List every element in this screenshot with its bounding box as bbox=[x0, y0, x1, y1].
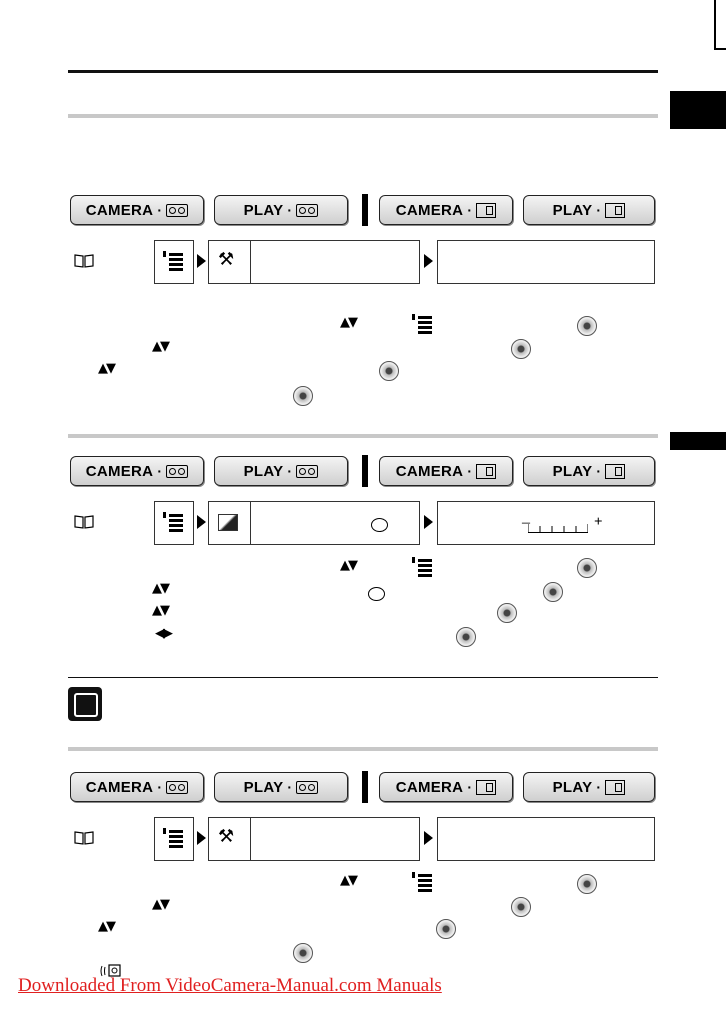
up-down-glyph: ▲▼ bbox=[152, 897, 168, 912]
up-down-glyph: ▲▼ bbox=[98, 361, 114, 376]
play-card-mode-button: PLAY · bbox=[523, 772, 655, 802]
brightness-scale bbox=[528, 522, 588, 533]
book-icon bbox=[74, 515, 94, 529]
arrow-icon bbox=[424, 254, 433, 268]
menu-icon bbox=[163, 251, 185, 271]
joystick-icon bbox=[293, 386, 313, 406]
mode-separator bbox=[362, 771, 368, 803]
menu-path bbox=[74, 240, 654, 284]
up-down-glyph: ▲▼ bbox=[98, 919, 114, 934]
up-down-glyph: ▲▼ bbox=[152, 339, 168, 354]
arrow-icon bbox=[197, 254, 206, 268]
tape-icon bbox=[166, 781, 188, 794]
left-right-glyph: ◀▶ bbox=[155, 626, 171, 641]
joystick-icon bbox=[577, 558, 597, 578]
section-tab bbox=[670, 432, 726, 450]
up-down-glyph: ▲▼ bbox=[152, 603, 168, 618]
arrow-icon bbox=[424, 831, 433, 845]
chapter-tab bbox=[670, 91, 726, 129]
mode-separator bbox=[362, 455, 368, 487]
crop-mark bbox=[714, 0, 716, 48]
header-rule bbox=[68, 70, 658, 73]
mode-separator bbox=[362, 194, 368, 226]
note-icon bbox=[68, 687, 102, 721]
menu-icon bbox=[163, 828, 185, 848]
brightness-icon bbox=[218, 514, 238, 531]
book-icon bbox=[74, 831, 94, 845]
submenu-icon-box bbox=[208, 240, 251, 284]
memory-card-icon bbox=[605, 780, 625, 795]
speech-bubble-icon bbox=[371, 518, 388, 532]
joystick-icon bbox=[577, 874, 597, 894]
joystick-icon bbox=[511, 339, 531, 359]
menu-path bbox=[74, 817, 654, 861]
up-down-glyph: ▲▼ bbox=[340, 873, 356, 888]
joystick-icon bbox=[293, 943, 313, 963]
note-rule bbox=[68, 677, 658, 678]
up-down-glyph: ▲▼ bbox=[152, 581, 168, 596]
setting-box bbox=[437, 501, 655, 545]
tape-icon bbox=[166, 204, 188, 217]
submenu-label-box bbox=[250, 501, 420, 545]
submenu-icon-box bbox=[208, 501, 251, 545]
camera-card-mode-button: CAMERA · bbox=[379, 195, 513, 225]
memory-card-icon bbox=[476, 464, 496, 479]
arrow-icon bbox=[424, 515, 433, 529]
setting-box bbox=[437, 240, 655, 284]
menu-icon bbox=[163, 512, 185, 532]
joystick-icon bbox=[497, 603, 517, 623]
submenu-icon-box bbox=[208, 817, 251, 861]
mode-bar bbox=[70, 772, 655, 802]
up-down-glyph: ▲▼ bbox=[340, 558, 356, 573]
play-tape-mode-button: PLAY · bbox=[214, 456, 348, 486]
scale-minus: – bbox=[522, 514, 530, 531]
tools-icon: ⚒ bbox=[218, 249, 235, 270]
memory-card-icon bbox=[476, 203, 496, 218]
memory-card-icon bbox=[605, 203, 625, 218]
submenu-label-box bbox=[250, 817, 420, 861]
camera-tape-mode-button: CAMERA · bbox=[70, 456, 204, 486]
setting-box bbox=[437, 817, 655, 861]
memory-card-icon bbox=[605, 464, 625, 479]
joystick-icon bbox=[379, 361, 399, 381]
joystick-icon bbox=[436, 919, 456, 939]
mode-bar bbox=[70, 195, 655, 225]
footer-download-link[interactable]: Downloaded From VideoCamera-Manual.com Manuals bbox=[18, 975, 442, 996]
camera-card-mode-button: CAMERA · bbox=[379, 456, 513, 486]
tape-icon bbox=[296, 465, 318, 478]
menu-icon-box bbox=[154, 501, 194, 545]
tape-icon bbox=[296, 781, 318, 794]
camera-tape-mode-button: CAMERA · bbox=[70, 195, 204, 225]
joystick-icon bbox=[543, 582, 563, 602]
menu-path bbox=[74, 501, 654, 545]
memory-card-icon bbox=[476, 780, 496, 795]
joystick-icon bbox=[511, 897, 531, 917]
play-card-mode-button: PLAY · bbox=[523, 195, 655, 225]
speech-bubble-icon bbox=[368, 587, 385, 601]
tape-icon bbox=[166, 465, 188, 478]
section-divider bbox=[68, 114, 658, 118]
menu-icon bbox=[412, 872, 434, 892]
book-icon bbox=[74, 254, 94, 268]
section-divider bbox=[68, 747, 658, 751]
menu-icon bbox=[412, 314, 434, 334]
play-card-mode-button: PLAY · bbox=[523, 456, 655, 486]
menu-icon-box bbox=[154, 817, 194, 861]
arrow-icon bbox=[197, 515, 206, 529]
tape-icon bbox=[296, 204, 318, 217]
submenu-label-box bbox=[250, 240, 420, 284]
joystick-icon bbox=[577, 316, 597, 336]
menu-icon-box bbox=[154, 240, 194, 284]
crop-mark bbox=[714, 48, 726, 50]
play-tape-mode-button: PLAY · bbox=[214, 195, 348, 225]
tools-icon: ⚒ bbox=[218, 826, 235, 847]
instruction-glyphs: ▲▼ bbox=[340, 315, 356, 330]
scale-plus: + bbox=[594, 514, 603, 530]
menu-icon bbox=[412, 557, 434, 577]
section-divider bbox=[68, 434, 658, 438]
arrow-icon bbox=[197, 831, 206, 845]
camera-card-mode-button: CAMERA · bbox=[379, 772, 513, 802]
mode-bar bbox=[70, 456, 655, 486]
camera-tape-mode-button: CAMERA · bbox=[70, 772, 204, 802]
joystick-icon bbox=[456, 627, 476, 647]
play-tape-mode-button: PLAY · bbox=[214, 772, 348, 802]
